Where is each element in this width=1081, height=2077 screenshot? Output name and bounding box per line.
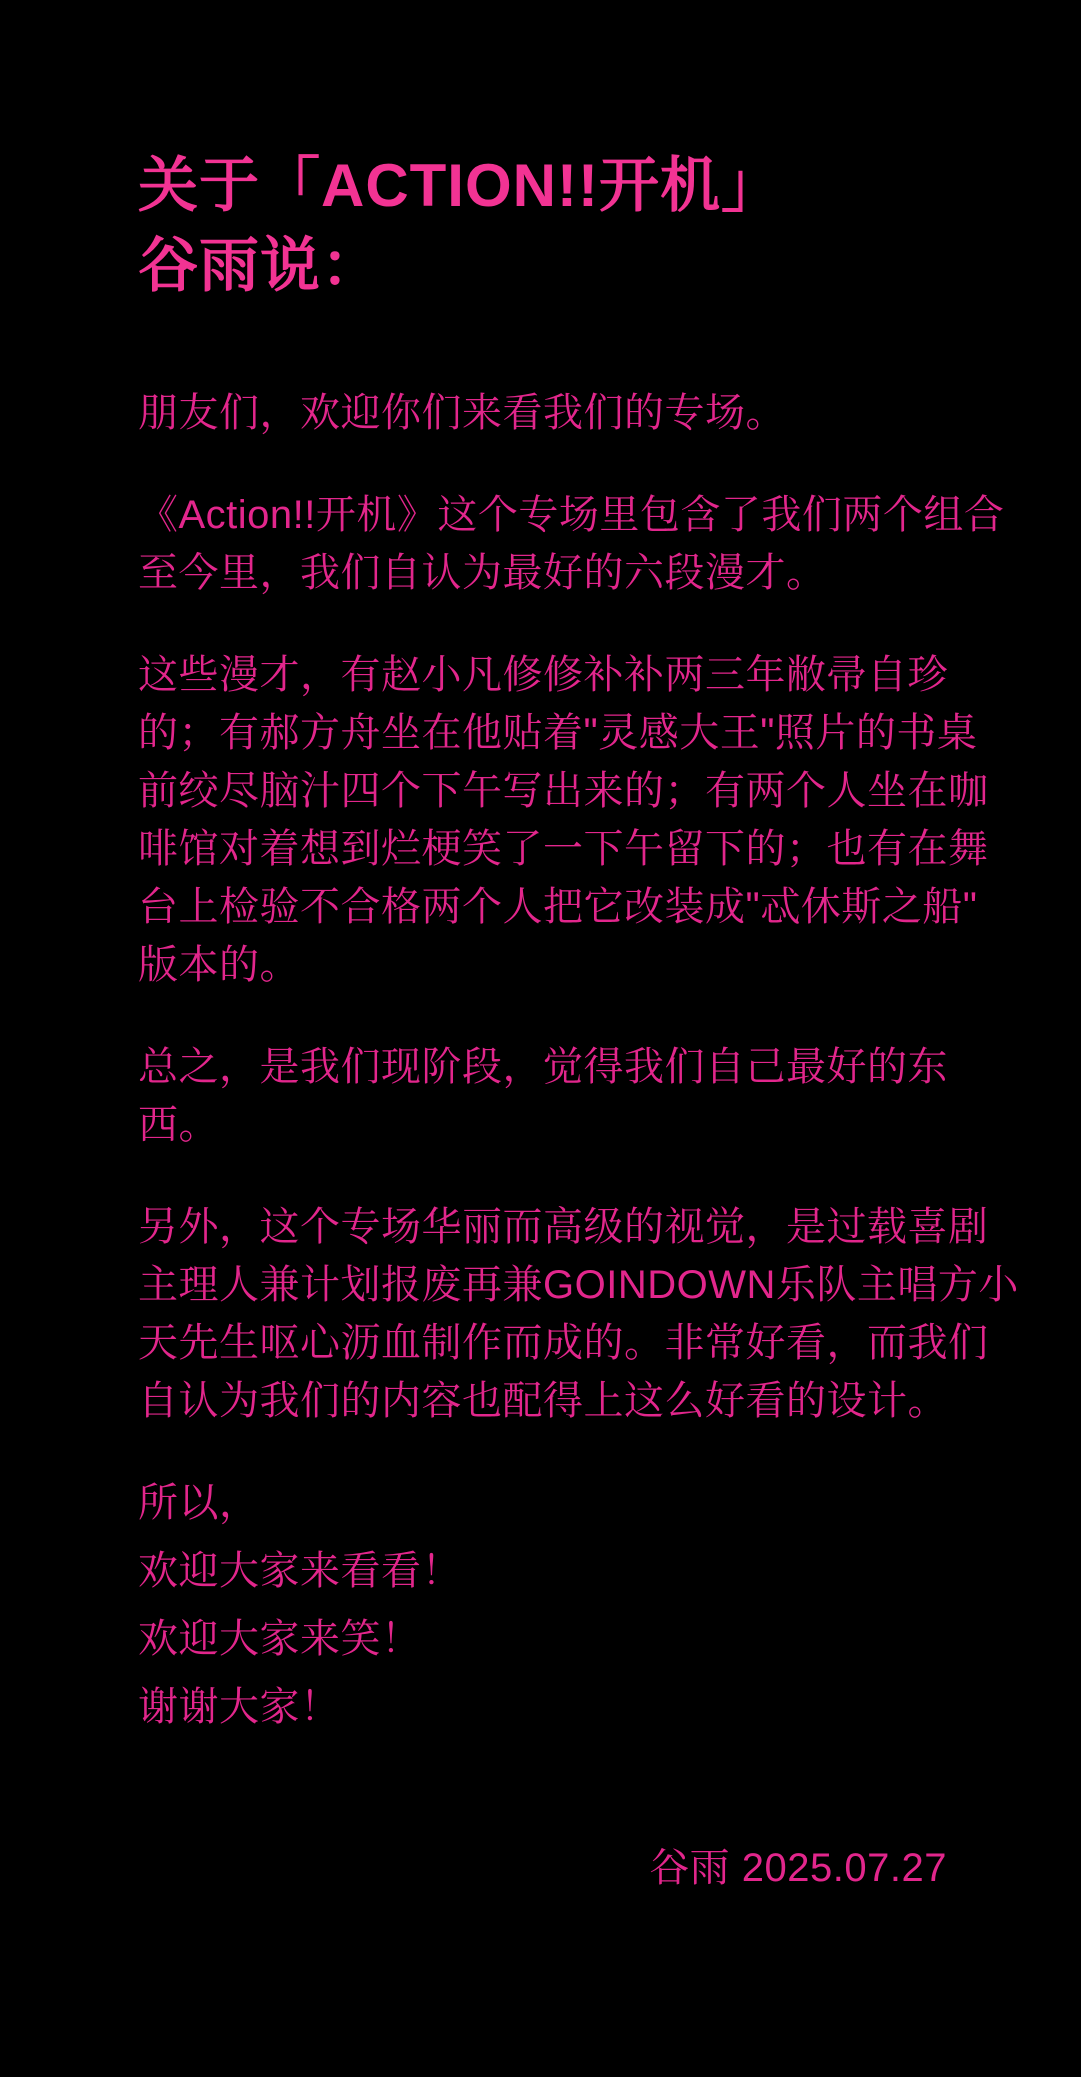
- paragraph-manzai-origins: [138, 646, 989, 994]
- text-line: 朋友们，欢迎你们来看我们的专场。: [138, 391, 786, 435]
- closing-line-suoyi: 所以，: [138, 1481, 260, 1525]
- text-line: 另外，这个专场华丽而高级的视觉，是过载喜剧: [138, 1205, 989, 1249]
- closing-line-welcome-laugh: 欢迎大家来笑！: [138, 1617, 422, 1661]
- text-line: 啡馆对着想到烂梗笑了一下午留下的；也有在舞: [138, 827, 989, 871]
- text-line: 总之，是我们现阶段，觉得我们自己最好的东: [138, 1045, 948, 1089]
- text-line: 《Action!!开机》这个专场里包含了我们两个组合: [138, 493, 1005, 537]
- text-line: 版本的。: [138, 943, 300, 987]
- closing-line-thanks: 谢谢大家！: [138, 1685, 341, 1729]
- paragraph-visual-design: [138, 1198, 1019, 1430]
- text-line: 前绞尽脑汁四个下午写出来的；有两个人坐在咖: [138, 769, 989, 813]
- statement-body: [138, 384, 1019, 1736]
- paragraph-summary: [138, 1038, 947, 1154]
- text-line: 台上检验不合格两个人把它改装成"忒休斯之船": [138, 885, 978, 929]
- text-line: 至今里，我们自认为最好的六段漫才。: [138, 551, 827, 595]
- closing-line-welcome-watch: 欢迎大家来看看！: [138, 1549, 462, 1593]
- closing-lines: [138, 1474, 947, 1736]
- text-line: 这些漫才，有赵小凡修修补补两三年敝帚自珍: [138, 653, 948, 697]
- page-title-line-1: 关于「ACTION!!开机」: [138, 152, 782, 219]
- paragraph-show-intro: [138, 486, 1005, 602]
- page-title: [138, 146, 947, 306]
- page-title-line-2: 谷雨说：: [138, 232, 382, 299]
- text-line: 天先生呕心沥血制作而成的。非常好看，而我们: [138, 1321, 989, 1365]
- paragraph-greeting: [138, 384, 947, 442]
- text-line: 自认为我们的内容也配得上这么好看的设计。: [138, 1379, 948, 1423]
- text-line: 主理人兼计划报废再兼GOINDOWN乐队主唱方小: [138, 1263, 1019, 1307]
- text-line: 西。: [138, 1103, 219, 1147]
- signature: 谷雨 2025.07.27: [649, 1846, 947, 1890]
- text-line: 的；有郝方舟坐在他贴着"灵感大王"照片的书桌: [138, 711, 978, 755]
